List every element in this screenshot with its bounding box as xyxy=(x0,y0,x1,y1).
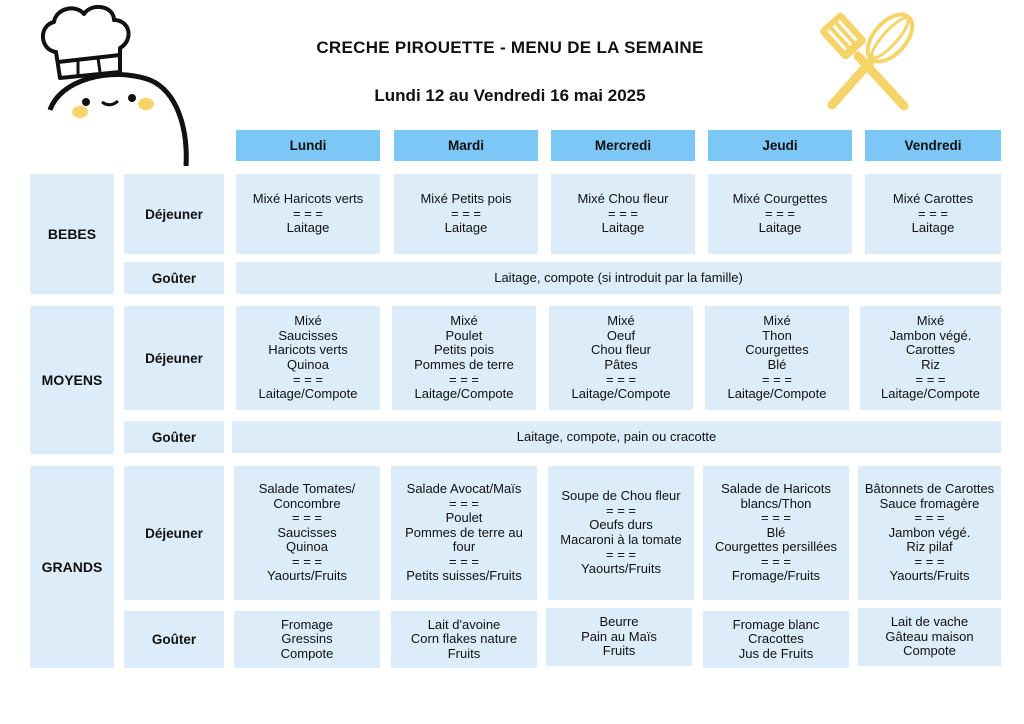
menu-cell xyxy=(234,466,380,600)
menu-line: = = = xyxy=(761,510,791,526)
menu-cell xyxy=(703,466,849,600)
menu-line: Compote xyxy=(280,645,334,661)
menu-line: Pâtes xyxy=(604,357,638,372)
menu-line: = = = xyxy=(448,371,479,387)
menu-cell xyxy=(392,306,536,410)
menu-line: Petits suisses/Fruits xyxy=(406,568,522,584)
menu-line: Riz xyxy=(921,357,940,372)
menu-line: Chou fleur xyxy=(591,342,651,358)
meal-label-gouter: Goûter xyxy=(124,262,224,294)
menu-line: Macaroni à la tomate xyxy=(560,532,682,547)
menu-line: Mixé xyxy=(763,313,791,329)
menu-line: Fromage xyxy=(280,616,334,632)
meal-label-dejeuner: Déjeuner xyxy=(124,306,224,410)
day-header-lundi: Lundi xyxy=(236,130,380,161)
menu-line: Gâteau maison xyxy=(885,628,974,644)
day-header-mercredi: Mercredi xyxy=(551,130,695,161)
gouter-cell-moyens: Laitage, compote, pain ou cracotte xyxy=(232,421,1001,453)
menu-line: Laitage xyxy=(911,220,955,236)
menu-line: Concombre xyxy=(273,495,341,511)
meal-label-dejeuner: Déjeuner xyxy=(124,466,224,600)
menu-line: = = = xyxy=(291,510,322,526)
spatula-whisk-icon xyxy=(812,10,922,115)
menu-cell xyxy=(548,466,694,600)
menu-line: Lait de vache xyxy=(890,614,969,630)
menu-cell xyxy=(858,608,1001,666)
menu-line: = = = xyxy=(291,553,322,569)
menu-line: Poulet xyxy=(445,510,483,526)
menu-line: Laitage/Compote xyxy=(727,386,827,402)
menu-line: = = = xyxy=(914,553,945,569)
menu-line: Poulet xyxy=(445,327,483,343)
meal-label-gouter: Goûter xyxy=(124,611,224,668)
menu-line: Yaourts/Fruits xyxy=(581,561,661,577)
menu-line: Salade Tomates/ xyxy=(258,480,356,496)
page-subtitle: Lundi 12 au Vendredi 16 mai 2025 xyxy=(374,86,646,105)
menu-line: Salade Avocat/Maïs xyxy=(406,480,522,496)
menu-line: Soupe de Chou fleur xyxy=(561,488,681,504)
menu-line: Cracottes xyxy=(748,631,804,647)
menu-line: Fromage blanc xyxy=(732,616,820,632)
menu-line: Sauce fromagère xyxy=(879,495,980,511)
day-header-vendredi: Vendredi xyxy=(865,130,1001,161)
menu-line: Oeufs durs xyxy=(589,517,653,533)
menu-line: Blé xyxy=(766,524,786,540)
meal-label-gouter: Goûter xyxy=(124,421,224,453)
menu-line: Laitage/Compote xyxy=(880,386,980,402)
menu-line: Mixé xyxy=(294,313,322,329)
menu-line: Gressins xyxy=(281,631,333,647)
menu-line: Fromage/Fruits xyxy=(731,568,821,584)
menu-cell xyxy=(860,306,1001,410)
menu-cell xyxy=(551,174,695,254)
menu-line: Laitage/Compote xyxy=(414,386,514,402)
menu-line: Thon xyxy=(762,327,792,343)
menu-line: Lait d'avoine xyxy=(427,616,501,632)
menu-line: Mixé xyxy=(916,313,945,329)
menu-line: = = = xyxy=(293,205,323,221)
group-label-bebes: BEBES xyxy=(30,174,114,294)
menu-line: Yaourts/Fruits xyxy=(889,568,970,584)
menu-line: Mixé xyxy=(450,313,478,329)
menu-line: Courgettes xyxy=(745,342,809,358)
menu-line: = = = xyxy=(914,510,945,526)
menu-line: Riz pilaf xyxy=(906,539,953,555)
gouter-cell-bebes: Laitage, compote (si introduit par la famille) xyxy=(236,262,1001,294)
menu-line: Quinoa xyxy=(287,357,329,372)
menu-line: Haricots verts xyxy=(268,342,348,358)
group-label-moyens: MOYENS xyxy=(30,306,114,454)
menu-line: Carottes xyxy=(905,342,956,358)
menu-line: = = = xyxy=(917,205,948,221)
menu-cell xyxy=(865,174,1001,254)
menu-line: Pain au Maïs xyxy=(581,628,657,644)
menu-line: Corn flakes nature xyxy=(410,631,518,647)
menu-line: Pommes de terre xyxy=(414,357,514,372)
menu-line: Yaourts/Fruits xyxy=(267,568,347,584)
menu-line: Jambon végé. xyxy=(888,524,971,540)
menu-cell xyxy=(234,611,380,668)
page-title: CRECHE PIROUETTE - MENU DE LA SEMAINE xyxy=(316,38,704,57)
menu-cell xyxy=(705,306,849,410)
menu-line: Laitage xyxy=(601,220,645,236)
day-header-jeudi: Jeudi xyxy=(708,130,852,161)
group-label-grands: GRANDS xyxy=(30,466,114,668)
menu-line: Beurre xyxy=(599,614,639,630)
menu-line: Fruits xyxy=(602,643,636,659)
menu-line: = = = xyxy=(449,553,479,569)
menu-cell xyxy=(708,174,852,254)
menu-line: Mixé Petits pois xyxy=(420,191,512,207)
menu-line: Laitage xyxy=(758,220,802,236)
menu-line: Quinoa xyxy=(286,539,328,555)
menu-line: Mixé Courgettes xyxy=(732,191,828,207)
menu-line: Courgettes persillées xyxy=(714,539,838,555)
menu-line: Saucisses xyxy=(278,327,338,343)
menu-line: Oeuf xyxy=(606,327,636,343)
menu-line: Salade de Haricots xyxy=(721,480,831,496)
menu-line: Bâtonnets de Carottes xyxy=(864,480,995,496)
menu-line: Compote xyxy=(903,643,956,659)
menu-line: = = = xyxy=(765,205,795,221)
menu-cell xyxy=(236,306,380,410)
menu-line: Laitage xyxy=(286,220,330,236)
menu-line: = = = xyxy=(605,371,636,387)
menu-line: blancs/Thon xyxy=(740,495,812,511)
menu-line: Blé xyxy=(767,357,787,372)
menu-line: Saucisses xyxy=(277,524,337,540)
menu-line: Fruits xyxy=(447,645,481,661)
menu-line: = = = xyxy=(606,546,636,562)
menu-line: = = = xyxy=(449,495,479,511)
menu-line: Jambon végé. xyxy=(889,327,972,343)
menu-line: Pommes de terre au xyxy=(405,524,523,540)
menu-line: = = = xyxy=(915,371,946,387)
menu-cell xyxy=(549,306,693,410)
menu-cell xyxy=(703,611,849,668)
menu-line: = = = xyxy=(607,205,638,221)
menu-line: = = = xyxy=(761,371,792,387)
menu-cell xyxy=(546,608,692,666)
menu-line: Jus de Fruits xyxy=(738,645,814,661)
menu-line: Petits pois xyxy=(434,342,494,358)
menu-line: = = = xyxy=(761,553,791,569)
menu-line: Mixé Haricots verts xyxy=(252,191,364,207)
chef-face-icon xyxy=(20,0,195,170)
menu-line: Laitage/Compote xyxy=(258,386,358,402)
menu-line: Laitage/Compote xyxy=(571,386,671,402)
menu-line: Mixé Chou fleur xyxy=(577,191,669,207)
day-header-mardi: Mardi xyxy=(394,130,538,161)
menu-cell xyxy=(236,174,380,254)
menu-line: = = = xyxy=(292,371,323,387)
menu-line: = = = xyxy=(450,205,481,221)
meal-label-dejeuner: Déjeuner xyxy=(124,174,224,254)
menu-line: Mixé Carottes xyxy=(892,191,974,207)
menu-line: Mixé xyxy=(607,313,635,329)
menu-cell xyxy=(858,466,1001,600)
menu-cell xyxy=(391,466,537,600)
menu-cell xyxy=(391,611,537,668)
menu-cell xyxy=(394,174,538,254)
menu-line: = = = xyxy=(606,502,636,518)
menu-line: Laitage xyxy=(444,220,488,236)
menu-line: four xyxy=(452,539,476,555)
